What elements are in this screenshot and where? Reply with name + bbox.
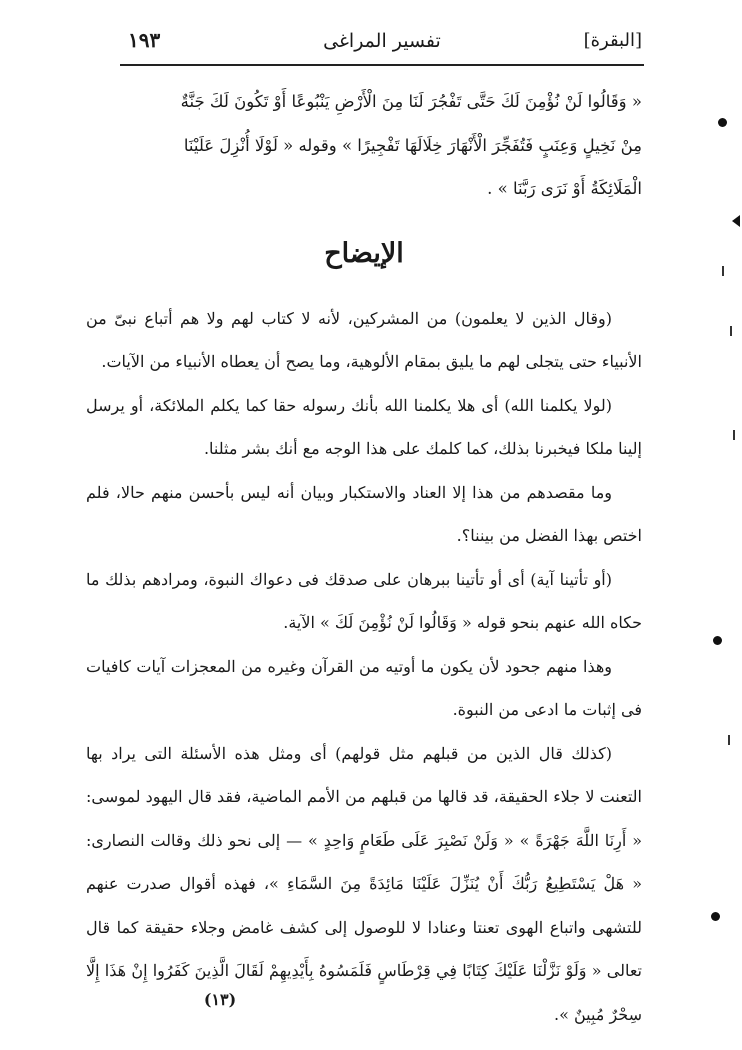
page-body bbox=[86, 80, 642, 1036]
scan-speck bbox=[711, 912, 720, 921]
paragraph: (وقال الذين لا يعلمون) من المشركين، لأنه لا كتاب لهم ولا هم أتباع نبىّ من الأنبياء حتى يتجلى لهم ما يليق بمقام الألوهية، وما يصح أن يعطاه الأنبياء من الآيات. bbox=[86, 308, 642, 371]
paragraph: (لولا يكلمنا الله) أى هلا يكلمنا الله بأنك رسوله حقا كما يكلم الملائكة، أو يرسل إلينا ملكا فيخبرنا بذلك، كما كلمك على هذا الوجه مع أنك بشر مثلنا. bbox=[86, 395, 642, 458]
scan-speck bbox=[733, 430, 735, 440]
surah-name: [البقرة] bbox=[583, 30, 642, 51]
scan-speck bbox=[722, 266, 724, 276]
scan-speck bbox=[718, 118, 727, 127]
verse-line: « وَقَالُوا لَنْ نُؤْمِنَ لَكَ حَتَّى تَفْجُرَ لَنَا مِنَ الْأَرْضِ يَنْبُوعًا أَوْ تَكُونَ لَكَ جَنَّةٌ bbox=[180, 92, 642, 111]
scan-speck bbox=[728, 735, 730, 745]
scan-speck bbox=[732, 215, 740, 227]
scan-speck bbox=[713, 636, 722, 645]
scan-speck bbox=[730, 326, 732, 336]
page-header bbox=[120, 22, 644, 66]
paragraph: وهذا منهم جحود لأن يكون ما أوتيه من القرآن وغيره من المعجزات آيات كافيات فى إثبات ما ادعى من النبوة. bbox=[86, 656, 642, 719]
verse-line: الْمَلَائِكَةُ أَوْ نَرَى رَبَّنَا » . bbox=[487, 179, 642, 198]
page-number: ١٩٣ bbox=[128, 28, 161, 52]
signature-mark: (١٣) bbox=[203, 990, 237, 1009]
book-title: تفسير المراغى bbox=[323, 30, 441, 52]
verse-line: مِنْ نَخِيلٍ وَعِنَبٍ فَتُفَجِّرَ الْأَنْهَارَ خِلَالَهَا تَفْجِيرًا » وقوله « لَوْلَا أُنْزِلَ عَلَيْنَا bbox=[183, 135, 642, 155]
section-title: الإيضاح bbox=[324, 237, 404, 269]
paragraph: (أو تأتينا آية) أى أو تأتينا ببرهان على صدقك فى دعواك النبوة، ومرادهم بذلك ما حكاه الله عنهم بنحو قوله « وَقَالُوا لَنْ نُؤْمِنَ لَكَ » الآية. bbox=[86, 569, 642, 632]
paragraph: وما مقصدهم من هذا إلا العناد والاستكبار وبيان أنه ليس بأحسن منهم حالا، فلم اختص بهذا الفضل من بيننا؟. bbox=[86, 482, 642, 545]
paragraph: (كذلك قال الذين من قبلهم مثل قولهم) أى ومثل هذه الأسئلة التى يراد بها التعنت لا جلاء الحقيقة، قد قالها من قبلهم من الأمم الماضية، فقد قال اليهود لموسى: « أَرِنَا اللَّهَ جَهْرَةً » « وَلَنْ نَصْبِرَ عَلَى طَعَامٍ وَاحِدٍ » — إلى نحو ذلك وقالت النصارى: « هَلْ يَسْتَطِيعُ رَبُّكَ أَنْ يُنَزِّلَ عَلَيْنَا مَائِدَةً مِنَ السَّمَاءِ »، فهذه أقوال صدرت عنهم للتشهى واتباع الهوى تعنتا وعنادا لا للوصول إلى كشف غامض وجلاء حقيقة كما قال تعالى « وَلَوْ نَزَّلْنَا عَلَيْكَ كِتَابًا فِي قِرْطَاسٍ فَلَمَسُوهُ بِأَيْدِيهِمْ لَقَالَ الَّذِينَ كَفَرُوا إِنْ هَذَا إِلَّا سِحْرٌ مُبِينٌ ». bbox=[86, 743, 642, 1024]
